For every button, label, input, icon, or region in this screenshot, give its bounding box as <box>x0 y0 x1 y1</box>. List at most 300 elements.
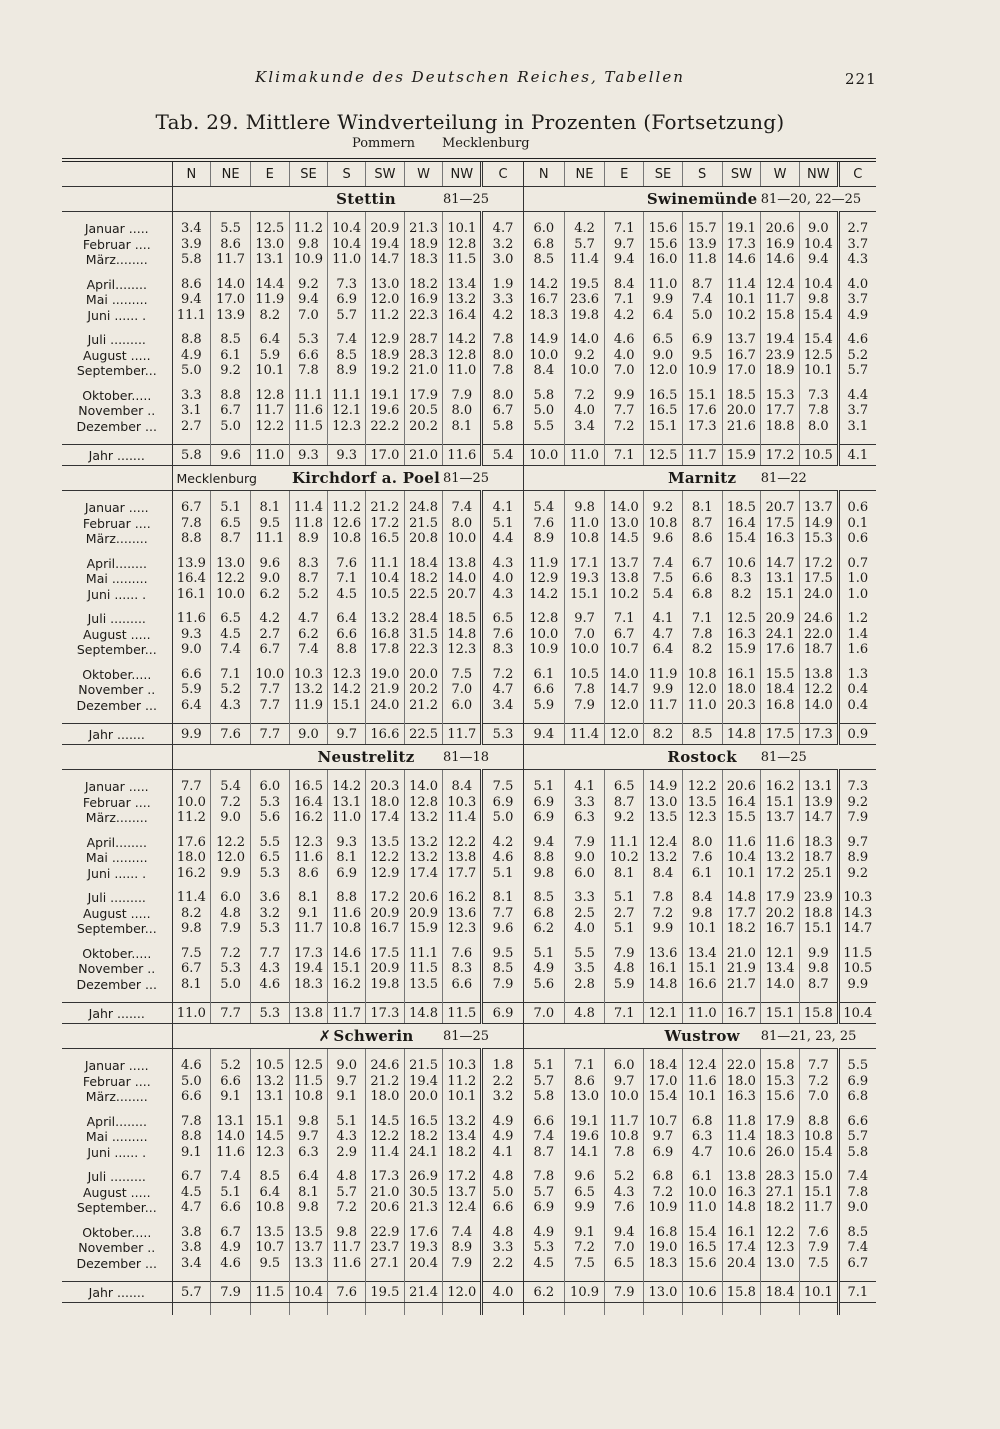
value-cell: 11.2 <box>443 1074 482 1090</box>
spacer-cell <box>761 1049 800 1059</box>
spacer-cell <box>523 1105 564 1114</box>
year-value-cell: 4.0 <box>482 1282 524 1303</box>
column-header-s: S <box>328 162 366 187</box>
year-value-cell: 10.9 <box>564 1282 605 1303</box>
month-label: August ..... <box>82 905 151 921</box>
value-cell: 10.9 <box>289 252 328 268</box>
value-cell: 5.3 <box>211 961 251 977</box>
value-cell: 8.2 <box>722 587 761 603</box>
value-cell: 8.8 <box>172 332 211 348</box>
station-heading-row <box>62 1024 876 1049</box>
value-cell: 14.4 <box>250 277 289 293</box>
spacer-cell <box>366 323 405 332</box>
value-cell: 14.0 <box>443 571 482 587</box>
value-cell: 17.2 <box>761 866 800 882</box>
column-header-nw: NW <box>799 162 838 187</box>
value-cell: 20.7 <box>443 587 482 603</box>
value-cell: 9.9 <box>799 946 838 962</box>
value-cell: 6.0 <box>564 866 605 882</box>
spacer-cell <box>289 937 328 946</box>
value-cell: 14.8 <box>443 627 482 643</box>
value-cell: 14.2 <box>328 779 366 795</box>
station-heading-spacer <box>523 187 643 212</box>
spacer-cell <box>482 770 524 780</box>
value-cell: 8.1 <box>250 500 289 516</box>
value-cell: 14.8 <box>722 1200 761 1216</box>
value-cell: 16.3 <box>722 1089 761 1105</box>
value-cell: 4.9 <box>482 1129 524 1145</box>
spacer-cell <box>682 1105 722 1114</box>
station-name-left <box>289 187 443 212</box>
station-heading-spacer <box>523 745 643 770</box>
value-cell: 5.5 <box>250 835 289 851</box>
value-cell: 20.0 <box>722 403 761 419</box>
value-cell: 3.7 <box>838 403 876 419</box>
value-cell: 7.5 <box>172 946 211 962</box>
month-label: Mai ......... <box>85 1129 148 1145</box>
year-value-cell: 14.8 <box>722 724 761 745</box>
value-cell: 15.3 <box>799 531 838 547</box>
value-cell: 7.6 <box>605 1200 644 1216</box>
value-cell: 15.1 <box>799 1185 838 1201</box>
spacer-cell <box>761 491 800 501</box>
spacer-cell <box>172 379 211 388</box>
value-cell: 10.1 <box>722 866 761 882</box>
station-heading-spacer <box>523 466 643 491</box>
value-cell: 9.2 <box>838 795 876 811</box>
region-prefix <box>172 745 289 770</box>
value-cell: 5.1 <box>523 1058 564 1074</box>
value-cell: 17.3 <box>289 946 328 962</box>
value-cell: 7.5 <box>443 667 482 683</box>
spacer-cell <box>172 1049 211 1059</box>
table-row <box>62 388 876 404</box>
value-cell: 6.4 <box>250 1185 289 1201</box>
spacer-cell <box>443 1160 482 1169</box>
value-cell: 7.6 <box>799 1225 838 1241</box>
value-cell: 15.5 <box>722 810 761 826</box>
spacer-cell <box>404 1049 443 1059</box>
spacer-cell <box>722 770 761 780</box>
spacer-cell <box>328 1160 366 1169</box>
year-value-cell: 0.9 <box>838 724 876 745</box>
value-cell: 1.6 <box>838 642 876 658</box>
value-cell: 7.4 <box>682 292 722 308</box>
quarter-spacer <box>62 658 876 667</box>
value-cell: 3.4 <box>482 698 524 714</box>
year-value-cell: 11.7 <box>443 724 482 745</box>
spacer-cell <box>564 268 605 277</box>
month-label: Juni ...... . <box>87 1144 147 1160</box>
value-cell: 12.4 <box>644 835 683 851</box>
value-cell: 20.9 <box>366 961 405 977</box>
table-row <box>62 1058 876 1074</box>
value-cell: 3.4 <box>172 1256 211 1272</box>
value-cell: 9.8 <box>564 500 605 516</box>
spacer-cell <box>289 881 328 890</box>
spacer-cell <box>682 713 722 724</box>
year-value-cell: 17.3 <box>799 724 838 745</box>
value-cell: 10.8 <box>564 531 605 547</box>
value-cell: 12.9 <box>366 332 405 348</box>
spacer-label <box>62 1303 172 1316</box>
table-row <box>62 810 876 826</box>
year-value-cell: 12.5 <box>644 445 683 466</box>
value-cell: 10.4 <box>328 237 366 253</box>
observation-period-left: 81—25 <box>443 1024 523 1049</box>
value-cell: 13.1 <box>799 779 838 795</box>
value-cell: 11.7 <box>761 292 800 308</box>
value-cell: 12.2 <box>211 571 251 587</box>
column-header-w: W <box>761 162 800 187</box>
value-cell: 24.6 <box>799 611 838 627</box>
year-value-cell: 7.1 <box>605 445 644 466</box>
spacer-cell <box>172 881 211 890</box>
spacer-cell <box>404 547 443 556</box>
value-cell: 16.5 <box>289 779 328 795</box>
value-cell: 9.4 <box>172 292 211 308</box>
spacer-cell <box>605 547 644 556</box>
spacer-cell <box>443 937 482 946</box>
spacer-cell <box>211 491 251 501</box>
table-row <box>62 795 876 811</box>
value-cell: 7.4 <box>523 1129 564 1145</box>
spacer-cell <box>799 602 838 611</box>
spacer-cell <box>605 491 644 501</box>
spacer-cell <box>366 379 405 388</box>
value-cell: 18.3 <box>404 252 443 268</box>
spacer-label <box>62 881 172 890</box>
value-cell: 6.4 <box>250 332 289 348</box>
spacer-cell <box>644 212 683 222</box>
value-cell: 13.9 <box>682 237 722 253</box>
value-cell: 18.3 <box>644 1256 683 1272</box>
value-cell: 3.2 <box>250 906 289 922</box>
spacer-cell <box>443 491 482 501</box>
value-cell: 10.0 <box>605 1089 644 1105</box>
month-label: Oktober..... <box>82 945 152 961</box>
month-label: Dezember ... <box>76 1255 157 1271</box>
spacer-cell <box>289 1271 328 1282</box>
spacer-cell <box>328 1049 366 1059</box>
value-cell: 9.8 <box>328 1225 366 1241</box>
value-cell: 9.7 <box>328 1074 366 1090</box>
spacer-cell <box>366 602 405 611</box>
spacer-cell <box>366 434 405 445</box>
value-cell: 7.6 <box>682 850 722 866</box>
value-cell: 9.8 <box>289 237 328 253</box>
value-cell: 24.0 <box>799 587 838 603</box>
station-heading-blank <box>62 1024 172 1049</box>
value-cell: 14.6 <box>761 252 800 268</box>
value-cell: 16.2 <box>443 890 482 906</box>
value-cell: 21.5 <box>404 516 443 532</box>
value-cell: 15.6 <box>644 221 683 237</box>
value-cell: 17.6 <box>761 642 800 658</box>
value-cell: 7.3 <box>799 388 838 404</box>
value-cell: 9.2 <box>564 348 605 364</box>
value-cell: 12.2 <box>682 779 722 795</box>
value-cell: 17.3 <box>682 419 722 435</box>
value-cell: 20.5 <box>404 403 443 419</box>
month-label: November .. <box>78 403 156 419</box>
value-cell: 7.7 <box>250 946 289 962</box>
spacer-cell <box>482 379 524 388</box>
value-cell: 12.4 <box>443 1200 482 1216</box>
value-cell: 16.2 <box>328 977 366 993</box>
spacer-cell <box>761 547 800 556</box>
month-label: Januar ..... <box>84 1058 149 1074</box>
value-cell: 6.6 <box>443 977 482 993</box>
spacer-cell <box>482 212 524 222</box>
value-cell: 30.5 <box>404 1185 443 1201</box>
value-cell: 2.7 <box>838 221 876 237</box>
value-cell: 13.2 <box>404 850 443 866</box>
value-cell: 16.1 <box>172 587 211 603</box>
column-header-n: N <box>172 162 211 187</box>
value-cell: 12.8 <box>523 611 564 627</box>
value-cell: 17.3 <box>366 1169 405 1185</box>
value-cell: 6.6 <box>838 1114 876 1130</box>
value-cell: 9.3 <box>172 627 211 643</box>
value-cell: 13.1 <box>328 795 366 811</box>
spacer-cell <box>564 1049 605 1059</box>
value-cell: 3.7 <box>838 237 876 253</box>
value-cell: 20.0 <box>404 1089 443 1105</box>
month-label: Juni ...... . <box>87 307 147 323</box>
table-tail-spacer <box>62 1303 876 1316</box>
year-value-cell: 7.9 <box>211 1282 251 1303</box>
value-cell: 16.8 <box>644 1225 683 1241</box>
spacer-cell <box>328 547 366 556</box>
value-cell: 18.7 <box>799 850 838 866</box>
year-value-cell: 9.6 <box>211 445 251 466</box>
spacer-cell <box>250 937 289 946</box>
value-cell: 12.1 <box>761 946 800 962</box>
value-cell: 10.7 <box>605 642 644 658</box>
value-cell: 6.7 <box>172 961 211 977</box>
spacer-cell <box>443 826 482 835</box>
value-cell: 12.5 <box>250 221 289 237</box>
spacer-cell <box>289 713 328 724</box>
value-cell: 7.0 <box>564 627 605 643</box>
observation-period-left: 81—25 <box>443 187 523 212</box>
spacer-cell <box>482 434 524 445</box>
table-row <box>62 221 876 237</box>
value-cell: 2.7 <box>605 906 644 922</box>
value-cell: 8.2 <box>250 308 289 324</box>
year-value-cell: 13.8 <box>289 1003 328 1024</box>
value-cell: 8.0 <box>799 419 838 435</box>
value-cell: 3.8 <box>172 1225 211 1241</box>
value-cell: 9.8 <box>799 961 838 977</box>
value-cell: 9.8 <box>682 906 722 922</box>
value-cell: 7.8 <box>605 1145 644 1161</box>
year-value-cell: 5.8 <box>172 445 211 466</box>
value-cell: 7.9 <box>482 977 524 993</box>
top-rule <box>62 158 876 159</box>
value-cell: 5.9 <box>605 977 644 993</box>
value-cell: 12.3 <box>443 921 482 937</box>
value-cell: 8.7 <box>211 531 251 547</box>
value-cell: 1.0 <box>838 587 876 603</box>
table-row <box>62 667 876 683</box>
value-cell: 9.8 <box>172 921 211 937</box>
value-cell: 10.1 <box>682 1089 722 1105</box>
spacer-cell <box>211 1049 251 1059</box>
value-cell: 7.2 <box>564 1240 605 1256</box>
value-cell: 6.8 <box>523 237 564 253</box>
quarter-spacer <box>62 937 876 946</box>
value-cell: 21.3 <box>404 221 443 237</box>
month-label: Dezember ... <box>76 697 157 713</box>
value-cell: 17.9 <box>404 388 443 404</box>
year-value-cell: 15.8 <box>722 1282 761 1303</box>
value-cell: 13.0 <box>366 277 405 293</box>
value-cell: 18.0 <box>722 682 761 698</box>
station-heading-spacer <box>523 1024 643 1049</box>
value-cell: 20.7 <box>761 500 800 516</box>
value-cell: 15.1 <box>328 961 366 977</box>
value-cell: 11.0 <box>328 810 366 826</box>
value-cell: 7.8 <box>799 403 838 419</box>
value-cell: 16.2 <box>172 866 211 882</box>
spacer-cell <box>682 658 722 667</box>
value-cell: 17.2 <box>366 516 405 532</box>
value-cell: 10.1 <box>250 363 289 379</box>
spacer-cell <box>366 713 405 724</box>
spacer-cell <box>605 826 644 835</box>
spacer-cell <box>172 713 211 724</box>
value-cell: 13.8 <box>443 850 482 866</box>
value-cell: 5.6 <box>523 977 564 993</box>
spacer-cell <box>644 770 683 780</box>
year-value-cell: 17.2 <box>761 445 800 466</box>
value-cell: 7.2 <box>564 388 605 404</box>
value-cell: 7.3 <box>328 277 366 293</box>
table-row <box>62 866 876 882</box>
value-cell: 17.4 <box>404 866 443 882</box>
spacer-cell <box>482 323 524 332</box>
value-cell: 10.0 <box>523 348 564 364</box>
spacer-cell <box>404 770 443 780</box>
month-label: März........ <box>85 1089 148 1105</box>
spacer-cell <box>523 992 564 1003</box>
value-cell: 22.3 <box>404 642 443 658</box>
year-value-cell: 11.0 <box>682 1003 722 1024</box>
value-cell: 19.1 <box>564 1114 605 1130</box>
value-cell: 6.2 <box>250 587 289 603</box>
value-cell: 18.3 <box>289 977 328 993</box>
station-heading-row <box>62 187 876 212</box>
value-cell: 16.4 <box>722 516 761 532</box>
spacer-cell <box>289 268 328 277</box>
value-cell: 15.9 <box>722 642 761 658</box>
value-cell: 7.9 <box>443 388 482 404</box>
spacer-cell <box>328 992 366 1003</box>
value-cell: 8.8 <box>172 1129 211 1145</box>
spacer-cell <box>523 1216 564 1225</box>
spacer-cell <box>328 268 366 277</box>
value-cell: 12.8 <box>404 795 443 811</box>
spacer-cell <box>482 658 524 667</box>
spacer-cell <box>328 713 366 724</box>
value-cell: 5.2 <box>838 348 876 364</box>
value-cell: 11.6 <box>211 1145 251 1161</box>
value-cell: 9.2 <box>211 363 251 379</box>
value-cell: 14.0 <box>211 1129 251 1145</box>
table-row <box>62 1114 876 1130</box>
value-cell: 15.6 <box>761 1089 800 1105</box>
value-cell: 11.7 <box>328 1240 366 1256</box>
value-cell: 8.6 <box>564 1074 605 1090</box>
year-row <box>62 1003 876 1024</box>
value-cell: 4.7 <box>289 611 328 627</box>
value-cell: 13.2 <box>289 682 328 698</box>
spacer-cell <box>644 268 683 277</box>
value-cell: 9.0 <box>172 642 211 658</box>
handwritten-mark: ✗ <box>318 1026 332 1045</box>
spacer-cell <box>682 379 722 388</box>
year-value-cell: 6.2 <box>523 1282 564 1303</box>
value-cell: 13.2 <box>443 1114 482 1130</box>
year-value-cell: 6.9 <box>482 1003 524 1024</box>
value-cell: 9.4 <box>799 252 838 268</box>
month-label: Juni ...... . <box>87 865 147 881</box>
value-cell: 9.4 <box>605 1225 644 1241</box>
value-cell: 21.6 <box>722 419 761 435</box>
month-label: Juli ......... <box>87 332 146 348</box>
value-cell: 11.8 <box>682 252 722 268</box>
value-cell: 20.9 <box>366 906 405 922</box>
table-row <box>62 961 876 977</box>
spacer-cell <box>211 658 251 667</box>
value-cell: 4.4 <box>482 531 524 547</box>
table-row <box>62 890 876 906</box>
spacer-cell <box>682 992 722 1003</box>
year-value-cell: 11.7 <box>682 445 722 466</box>
value-cell: 10.9 <box>523 642 564 658</box>
value-cell: 19.1 <box>366 388 405 404</box>
table-row <box>62 682 876 698</box>
value-cell: 16.7 <box>366 921 405 937</box>
column-header-c: C <box>482 162 524 187</box>
value-cell: 18.0 <box>366 795 405 811</box>
value-cell: 9.2 <box>644 500 683 516</box>
spacer-cell <box>404 491 443 501</box>
value-cell: 18.5 <box>722 500 761 516</box>
value-cell: 10.4 <box>366 571 405 587</box>
value-cell: 20.8 <box>404 531 443 547</box>
value-cell: 11.1 <box>366 556 405 572</box>
value-cell: 8.3 <box>443 961 482 977</box>
value-cell: 24.1 <box>404 1145 443 1161</box>
value-cell: 12.1 <box>328 403 366 419</box>
value-cell: 16.3 <box>722 627 761 643</box>
spacer-label <box>62 323 172 332</box>
spacer-cell <box>404 434 443 445</box>
month-label: März........ <box>85 252 148 268</box>
value-cell: 11.0 <box>443 363 482 379</box>
value-cell: 8.6 <box>211 237 251 253</box>
value-cell: 4.9 <box>838 308 876 324</box>
value-cell: 5.0 <box>523 403 564 419</box>
section-top-spacer <box>62 770 876 780</box>
table-row <box>62 277 876 293</box>
value-cell: 6.7 <box>838 1256 876 1272</box>
spacer-cell <box>172 212 211 222</box>
value-cell: 7.2 <box>799 1074 838 1090</box>
